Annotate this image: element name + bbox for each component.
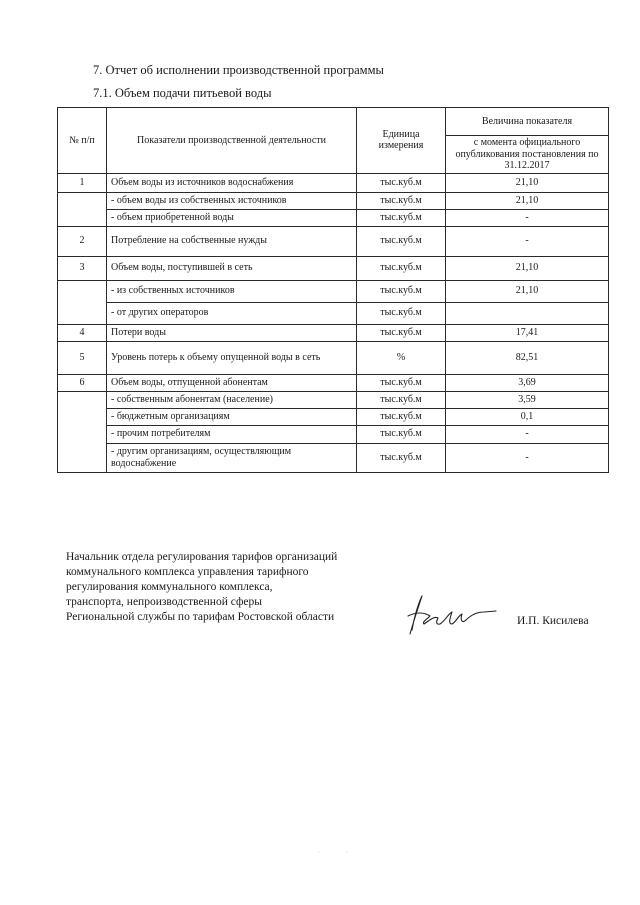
row-indicator: Объем воды из источников водоснабжения (107, 173, 357, 192)
row-unit: тыс.куб.м (357, 425, 446, 443)
row-num: 3 (58, 256, 107, 280)
table-row (58, 256, 609, 280)
row-indicator: Уровень потерь к объему опущенной воды в сеть (107, 341, 357, 374)
row-unit: тыс.куб.м (357, 408, 446, 425)
row-value: 21,10 (446, 280, 609, 302)
row-value: 21,10 (446, 192, 609, 209)
row-unit: тыс.куб.м (357, 280, 446, 302)
row-num: 1 (58, 173, 107, 192)
table-row (58, 408, 609, 425)
handwritten-signature (400, 590, 500, 640)
signatory-position (66, 550, 337, 625)
row-indicator: - объем воды из собственных источников (107, 192, 357, 209)
row-unit: тыс.куб.м (357, 443, 446, 472)
row-unit: тыс.куб.м (357, 302, 446, 324)
row-unit: тыс.куб.м (357, 173, 446, 192)
row-num (58, 391, 107, 472)
row-indicator: - от других операторов (107, 302, 357, 324)
header-num: № п/п (58, 108, 107, 174)
subsection-title: 7.1. Объем подачи питьевой воды (93, 86, 272, 100)
row-indicator: - из собственных источников (107, 280, 357, 302)
row-num: 6 (58, 374, 107, 391)
row-indicator: - объем приобретенной воды (107, 209, 357, 226)
row-value: 17,41 (446, 324, 609, 341)
row-indicator: Объем воды, поступившей в сеть (107, 256, 357, 280)
table-row (58, 209, 609, 226)
table-row (58, 192, 609, 209)
header-value-period: с момента официального опубликования постановления по 31.12.2017 (446, 136, 609, 174)
table-row (58, 341, 609, 374)
row-num: 5 (58, 341, 107, 374)
row-num: 4 (58, 324, 107, 341)
row-value: - (446, 443, 609, 472)
row-indicator: - бюджетным организациям (107, 408, 357, 425)
header-indicator: Показатели производственной деятельности (107, 108, 357, 174)
row-unit: тыс.куб.м (357, 374, 446, 391)
row-value: 21,10 (446, 256, 609, 280)
table-row (58, 425, 609, 443)
row-unit: тыс.куб.м (357, 324, 446, 341)
row-indicator: - собственным абонентам (население) (107, 391, 357, 408)
table-row (58, 302, 609, 324)
scan-speck: · (346, 850, 348, 856)
row-value (446, 302, 609, 324)
signatory-name: И.П. Кисилева (517, 615, 589, 627)
table-row (58, 173, 609, 192)
row-value: - (446, 226, 609, 256)
row-unit: тыс.куб.м (357, 256, 446, 280)
row-value: - (446, 209, 609, 226)
signatory-line: транспорта, непроизводственной сферы (66, 596, 262, 608)
row-indicator: Потребление на собственные нужды (107, 226, 357, 256)
row-indicator: - прочим потребителям (107, 425, 357, 443)
header-value-group: Величина показателя (446, 108, 609, 136)
row-value: - (446, 425, 609, 443)
row-value: 0,1 (446, 408, 609, 425)
row-unit: тыс.куб.м (357, 209, 446, 226)
table-row (58, 443, 609, 472)
row-num (58, 192, 107, 226)
row-num (58, 280, 107, 324)
table-row (58, 374, 609, 391)
row-unit: тыс.куб.м (357, 226, 446, 256)
table-row (58, 391, 609, 408)
scan-speck: · (318, 850, 320, 856)
water-supply-table (57, 107, 609, 473)
row-indicator: Объем воды, отпущенной абонентам (107, 374, 357, 391)
header-unit: Единица измерения (357, 108, 446, 174)
row-value: 82,51 (446, 341, 609, 374)
row-value: 21,10 (446, 173, 609, 192)
row-unit: % (357, 341, 446, 374)
row-value: 3,69 (446, 374, 609, 391)
section-title: 7. Отчет об исполнении производственной программы (93, 63, 384, 77)
row-value: 3,59 (446, 391, 609, 408)
row-num: 2 (58, 226, 107, 256)
row-unit: тыс.куб.м (357, 192, 446, 209)
table-row (58, 324, 609, 341)
signatory-line: Региональной службы по тарифам Ростовской области (66, 611, 335, 623)
table-row (58, 226, 609, 256)
signatory-line: регулирования коммунального комплекса, (66, 581, 273, 593)
table-row (58, 280, 609, 302)
row-unit: тыс.куб.м (357, 391, 446, 408)
row-indicator: - другим организациям, осуществляющим водоснабжение (107, 443, 357, 472)
row-indicator: Потери воды (107, 324, 357, 341)
signatory-line: коммунального комплекса управления тарифного (66, 566, 309, 578)
signatory-line: Начальник отдела регулирования тарифов организаций (66, 551, 338, 563)
